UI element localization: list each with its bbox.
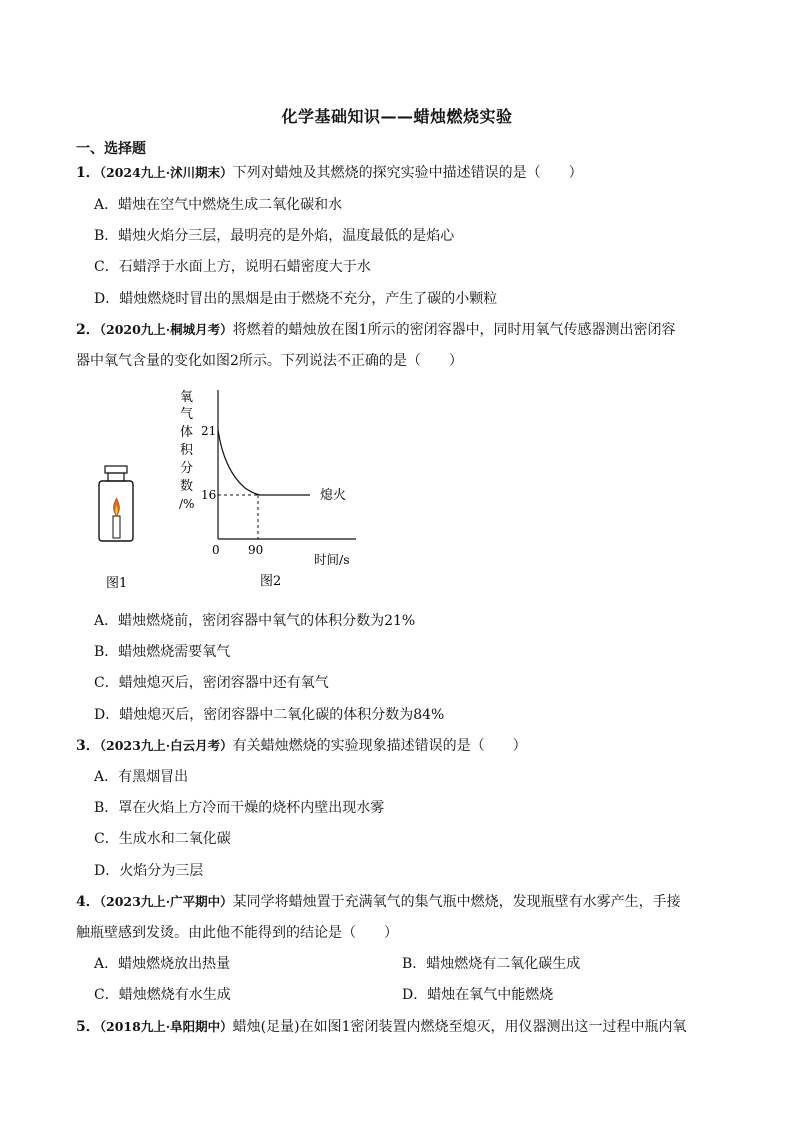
question-number: 2． [76, 322, 100, 338]
jar-cap [105, 466, 127, 473]
y-label-char: 气 [180, 407, 194, 422]
question-source: （2023九上·广平期中） [99, 894, 233, 909]
figure-1-label: 图1 [106, 576, 128, 591]
q2-option-a: A．蜡烛燃烧前，密闭容器中氧气的体积分数为21% [94, 613, 416, 629]
y-label-char: 体 [180, 425, 194, 440]
q3-option-d: D．火焰分为三层 [94, 863, 204, 879]
question-source: （2023九上·白云月考） [99, 738, 233, 753]
question-source: （2024九上·沭川期末） [99, 165, 233, 180]
question-source: （2018九上·阜阳期中） [99, 1019, 233, 1034]
origin-label: 0 [212, 543, 220, 557]
y-label-char: 数 [180, 479, 194, 494]
question-stem: 有关蜡烛燃烧的实验现象描述错误的是（ ） [232, 738, 527, 754]
candle-jar-figure [99, 466, 133, 541]
y-label-char: 积 [180, 443, 194, 458]
y-label-char: 氧 [180, 390, 194, 405]
question-stem: 下列对蜡烛及其燃烧的探究实验中描述错误的是（ ） [232, 165, 583, 181]
question-3 [76, 736, 527, 756]
page-title: 化学基础知识——蜡烛燃烧实验 [281, 107, 513, 126]
section-heading: 一、选择题 [76, 141, 146, 157]
question-4 [76, 892, 681, 912]
jar-neck [108, 473, 124, 481]
question-stem: 将燃着的蜡烛放在图1所示的密闭容器中，同时用氧气传感器测出密闭容 [232, 322, 676, 338]
q1-option-b: B．蜡烛火焰分三层，最明亮的是外焰，温度最低的是焰心 [94, 228, 455, 244]
question-number: 5． [76, 1019, 100, 1035]
q4-option-c: C．蜡烛燃烧有水生成 [94, 987, 231, 1003]
question-stem: 蜡烛(足量)在如图1密闭装置内燃烧至熄灭，用仪器测出这一过程中瓶内氧 [232, 1019, 687, 1035]
q1-option-a: A．蜡烛在空气中燃烧生成二氧化碳和水 [94, 197, 343, 213]
q3-option-c: C．生成水和二氧化碳 [94, 831, 231, 847]
question-number: 1． [76, 165, 100, 181]
y-axis-unit: /% [179, 497, 195, 511]
question-5 [76, 1017, 687, 1037]
x-axis-label: 时间/s [314, 552, 350, 567]
extinguish-annotation: 熄火 [320, 488, 347, 503]
q4-option-b: B．蜡烛燃烧有二氧化碳生成 [402, 956, 581, 972]
q3-option-b: B．罩在火焰上方冷而干燥的烧杯内壁出现水雾 [94, 800, 385, 816]
question-stem: 某同学将蜡烛置于充满氧气的集气瓶中燃烧，发现瓶壁有水雾产生，手接 [232, 894, 681, 910]
question-2-stem-cont: 器中氧气含量的变化如图2所示。下列说法不正确的是（ ） [76, 353, 463, 369]
figure-2-label: 图2 [260, 574, 282, 589]
q4-option-d: D．蜡烛在氧气中能燃烧 [402, 987, 554, 1003]
q3-option-a: A．有黑烟冒出 [94, 769, 189, 785]
y-tick-16: 16 [201, 488, 217, 502]
q2-option-c: C．蜡烛熄灭后，密闭容器中还有氧气 [94, 675, 329, 691]
candle [113, 516, 120, 538]
question-number: 3． [76, 738, 100, 754]
q1-option-c: C．石蜡浮于水面上方，说明石蜡密度大于水 [94, 259, 371, 275]
question-source: （2020九上·桐城月考） [99, 322, 233, 337]
y-tick-21: 21 [201, 424, 217, 438]
q2-option-d: D．蜡烛熄灭后，密闭容器中二氧化碳的体积分数为84% [94, 707, 445, 723]
oxygen-chart [179, 390, 356, 567]
oxygen-curve [218, 430, 310, 495]
q1-option-d: D．蜡烛燃烧时冒出的黑烟是由于燃烧不充分，产生了碳的小颗粒 [94, 291, 498, 307]
y-label-char: 分 [180, 461, 194, 476]
x-tick-90: 90 [248, 543, 264, 557]
q2-option-b: B．蜡烛燃烧需要氧气 [94, 644, 231, 660]
question-4-stem-cont: 触瓶壁感到发烫。由此他不能得到的结论是（ ） [76, 925, 398, 941]
question-number: 4． [76, 894, 100, 910]
q4-option-a: A．蜡烛燃烧放出热量 [94, 956, 231, 972]
